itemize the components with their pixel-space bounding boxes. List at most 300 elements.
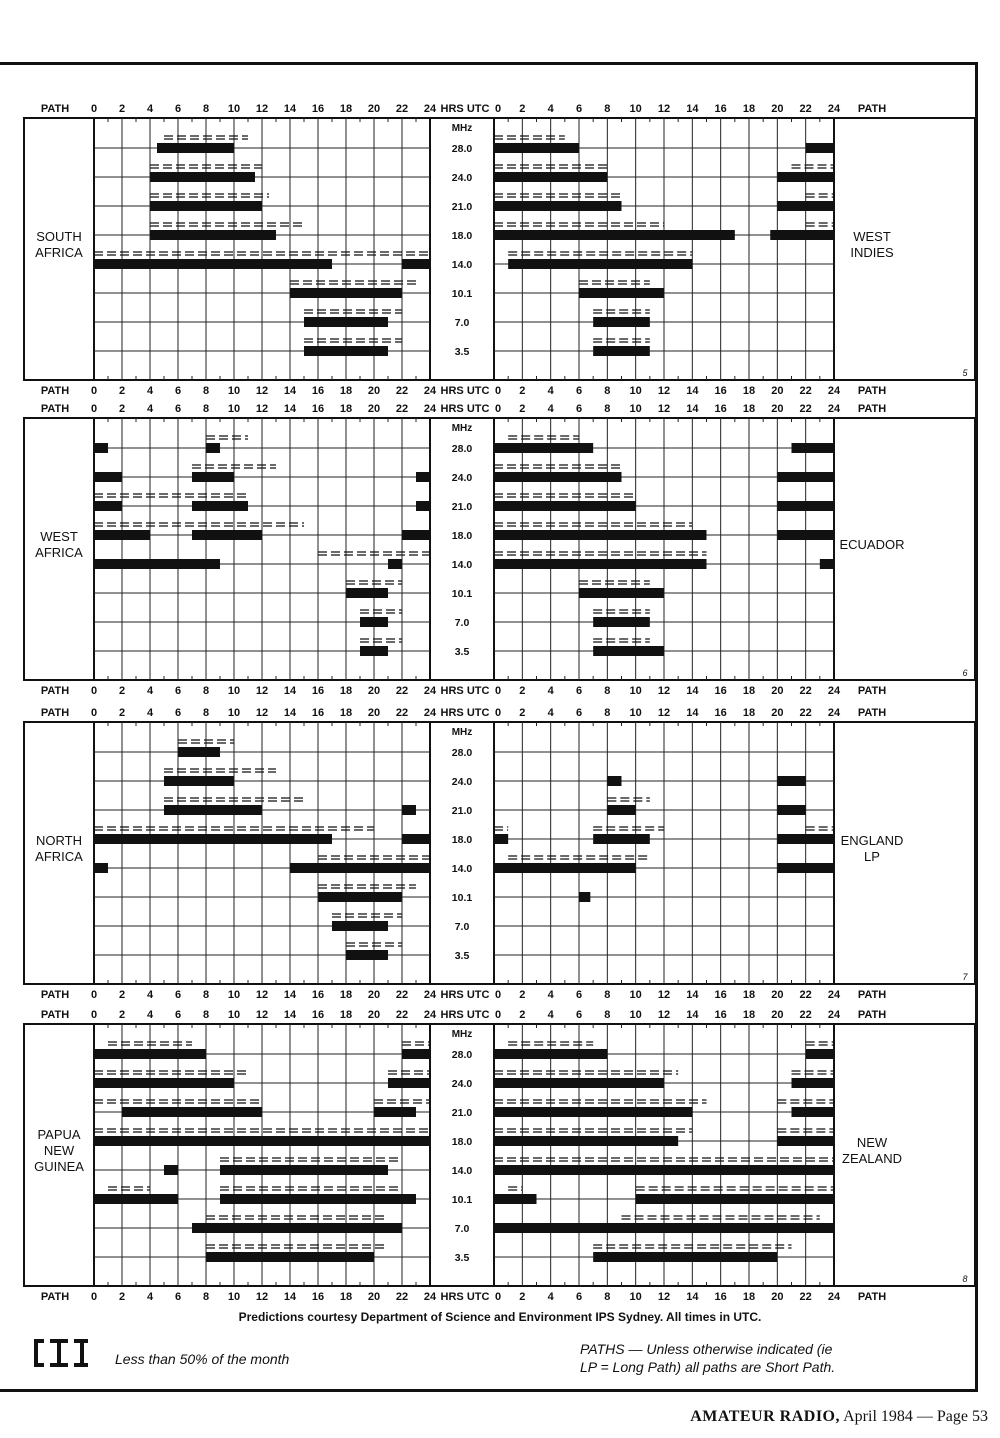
hour-label: 6 bbox=[174, 403, 182, 415]
hour-label: 24 bbox=[423, 1291, 437, 1303]
solid-bar bbox=[290, 863, 430, 873]
footer-date-page: April 1984 — Page 53 bbox=[843, 1408, 988, 1425]
solid-bar bbox=[494, 230, 735, 240]
hour-label: 10 bbox=[227, 685, 241, 697]
frequency-label: 21.0 bbox=[451, 201, 473, 213]
hour-label: 4 bbox=[146, 385, 154, 397]
hour-label: 4 bbox=[146, 1009, 154, 1021]
solid-bar bbox=[777, 863, 834, 873]
solid-bar bbox=[402, 1049, 430, 1059]
solid-bar bbox=[494, 834, 508, 844]
solid-bar bbox=[494, 201, 622, 211]
frequency-label: 24.0 bbox=[451, 776, 473, 788]
hour-label: 2 bbox=[118, 385, 126, 397]
hour-label: 4 bbox=[547, 1291, 554, 1303]
solid-bar bbox=[593, 834, 650, 844]
hour-label: 2 bbox=[519, 103, 526, 115]
hour-label: 12 bbox=[255, 1009, 269, 1021]
frequency-label: 10.1 bbox=[451, 892, 473, 904]
location-label-left: GUINEA bbox=[34, 1159, 84, 1174]
solid-bar bbox=[94, 1194, 178, 1204]
hour-label: 0 bbox=[494, 989, 502, 1001]
location-label-left: NEW bbox=[43, 1143, 75, 1158]
hour-label: 6 bbox=[174, 103, 182, 115]
hour-label: 12 bbox=[657, 1009, 671, 1021]
solid-bar bbox=[792, 443, 835, 453]
hour-label: 24 bbox=[423, 707, 437, 719]
solid-bar bbox=[94, 1078, 234, 1088]
location-label-right: ECUADOR bbox=[839, 537, 905, 552]
hour-label: 18 bbox=[339, 707, 353, 719]
hour-label: 8 bbox=[202, 385, 210, 397]
mhz-label: MHz bbox=[451, 123, 473, 134]
hour-label: 20 bbox=[367, 1009, 381, 1021]
hour-label: 16 bbox=[714, 685, 727, 697]
solid-bar bbox=[494, 472, 622, 482]
frequency-label: 7.0 bbox=[454, 1223, 470, 1235]
hour-label: 8 bbox=[202, 707, 210, 719]
solid-bar bbox=[579, 288, 664, 298]
solid-bar bbox=[494, 1107, 692, 1117]
location-label-right: INDIES bbox=[850, 245, 894, 260]
solid-bar bbox=[636, 1194, 834, 1204]
frequency-label: 7.0 bbox=[454, 921, 470, 933]
hour-label: 22 bbox=[395, 1291, 409, 1303]
solid-bar bbox=[792, 1078, 835, 1088]
hour-label: 24 bbox=[827, 1291, 841, 1303]
frequency-label: 21.0 bbox=[451, 1107, 473, 1119]
solid-bar bbox=[94, 501, 122, 511]
solid-bar bbox=[494, 1136, 678, 1146]
hour-label: 12 bbox=[255, 103, 269, 115]
path-label: PATH bbox=[857, 989, 887, 1001]
panel-number: 6 bbox=[962, 668, 968, 678]
path-label: PATH bbox=[857, 1009, 887, 1021]
panel-frame bbox=[24, 418, 975, 680]
frequency-label: 14.0 bbox=[451, 863, 473, 875]
hour-label: 20 bbox=[771, 685, 784, 697]
hour-label: 8 bbox=[604, 989, 611, 1001]
mhz-label: MHz bbox=[451, 727, 473, 738]
hour-label: 10 bbox=[629, 1291, 642, 1303]
hour-label: 0 bbox=[90, 685, 98, 697]
hour-label: 0 bbox=[494, 103, 502, 115]
hour-label: 18 bbox=[742, 1291, 756, 1303]
hour-label: 4 bbox=[547, 989, 554, 1001]
solid-bar bbox=[94, 559, 220, 569]
hour-label: 18 bbox=[339, 685, 353, 697]
solid-bar bbox=[494, 863, 636, 873]
solid-bar bbox=[777, 1136, 834, 1146]
hour-label: 16 bbox=[311, 989, 325, 1001]
frequency-label: 28.0 bbox=[451, 443, 473, 455]
hour-label: 12 bbox=[255, 1291, 269, 1303]
solid-bar bbox=[806, 1049, 834, 1059]
location-label-left: WEST bbox=[40, 529, 78, 544]
hour-label: 2 bbox=[118, 707, 126, 719]
solid-bar bbox=[150, 230, 276, 240]
solid-bar bbox=[157, 143, 234, 153]
frequency-label: 24.0 bbox=[451, 172, 473, 184]
hour-label: 14 bbox=[283, 989, 297, 1001]
frequency-label: 24.0 bbox=[451, 1078, 473, 1090]
solid-bar bbox=[593, 317, 650, 327]
frequency-label: 28.0 bbox=[451, 747, 473, 759]
hour-label: 20 bbox=[771, 1009, 784, 1021]
hour-label: 10 bbox=[629, 685, 642, 697]
hour-label: 6 bbox=[575, 385, 583, 397]
hour-label: 2 bbox=[519, 685, 526, 697]
hour-label: 0 bbox=[90, 707, 98, 719]
hour-label: 4 bbox=[146, 403, 154, 415]
hour-label: 10 bbox=[629, 989, 642, 1001]
hour-label: 14 bbox=[686, 1009, 699, 1021]
location-label-right: LP bbox=[864, 849, 880, 864]
dashed-bar-legend-icon bbox=[32, 1337, 90, 1371]
hour-label: 0 bbox=[90, 385, 98, 397]
hour-label: 12 bbox=[657, 989, 671, 1001]
solid-bar bbox=[402, 805, 416, 815]
path-label: PATH bbox=[40, 1009, 70, 1021]
path-label: PATH bbox=[857, 403, 887, 415]
credits-line: Predictions courtesy Department of Science and Environment IPS Sydney. All times in UTC. bbox=[238, 1310, 762, 1324]
hour-label: 10 bbox=[629, 1009, 642, 1021]
hour-label: 22 bbox=[799, 1291, 812, 1303]
solid-bar bbox=[206, 1252, 374, 1262]
hour-label: 18 bbox=[742, 103, 756, 115]
solid-bar bbox=[304, 346, 388, 356]
solid-bar bbox=[402, 259, 430, 269]
hour-label: 18 bbox=[742, 707, 756, 719]
frequency-label: 14.0 bbox=[451, 559, 473, 571]
solid-bar bbox=[494, 1223, 834, 1233]
solid-bar bbox=[360, 646, 388, 656]
solid-bar bbox=[318, 892, 402, 902]
hour-label: 12 bbox=[657, 707, 671, 719]
hour-label: 8 bbox=[202, 989, 210, 1001]
solid-bar bbox=[94, 1136, 430, 1146]
hour-label: 14 bbox=[686, 403, 699, 415]
hour-label: 4 bbox=[146, 103, 154, 115]
page-footer bbox=[690, 1408, 988, 1426]
hour-label: 6 bbox=[575, 103, 583, 115]
solid-bar bbox=[122, 1107, 262, 1117]
path-label: PATH bbox=[40, 685, 70, 697]
hour-label: 4 bbox=[547, 1009, 554, 1021]
hour-label: 22 bbox=[799, 685, 812, 697]
hour-label: 24 bbox=[423, 103, 437, 115]
solid-bar bbox=[192, 1223, 402, 1233]
hour-label: 2 bbox=[519, 1009, 526, 1021]
frequency-label: 3.5 bbox=[454, 646, 470, 658]
hour-label: 8 bbox=[202, 685, 210, 697]
hour-label: 6 bbox=[575, 1291, 583, 1303]
hour-label: 4 bbox=[547, 403, 554, 415]
hour-label: 12 bbox=[255, 403, 269, 415]
path-label: PATH bbox=[40, 403, 70, 415]
solid-bar bbox=[388, 1078, 430, 1088]
hour-label: 24 bbox=[827, 103, 841, 115]
hour-label: 4 bbox=[547, 707, 554, 719]
hour-label: 20 bbox=[771, 385, 784, 397]
hour-label: 14 bbox=[283, 385, 297, 397]
hour-label: 12 bbox=[657, 403, 671, 415]
hour-label: 16 bbox=[714, 385, 727, 397]
hour-label: 0 bbox=[494, 403, 502, 415]
path-label: PATH bbox=[857, 385, 887, 397]
panel-frame bbox=[24, 118, 975, 380]
hour-label: 16 bbox=[311, 1291, 325, 1303]
solid-bar bbox=[206, 443, 220, 453]
hour-label: 6 bbox=[575, 989, 583, 1001]
hrs-utc-label: HRS UTC bbox=[440, 403, 490, 415]
hrs-utc-label: HRS UTC bbox=[440, 103, 490, 115]
solid-bar bbox=[494, 172, 607, 182]
hour-label: 6 bbox=[174, 385, 182, 397]
solid-bar bbox=[402, 834, 430, 844]
frequency-label: 28.0 bbox=[451, 1049, 473, 1061]
hour-label: 0 bbox=[494, 685, 502, 697]
hour-label: 22 bbox=[799, 403, 812, 415]
hour-label: 16 bbox=[311, 103, 325, 115]
hrs-utc-label: HRS UTC bbox=[440, 707, 490, 719]
hrs-utc-label: HRS UTC bbox=[440, 1009, 490, 1021]
solid-bar bbox=[494, 559, 707, 569]
solid-bar bbox=[346, 950, 388, 960]
hour-label: 10 bbox=[227, 403, 241, 415]
path-label: PATH bbox=[40, 989, 70, 1001]
solid-bar bbox=[508, 259, 692, 269]
hour-label: 8 bbox=[202, 103, 210, 115]
hour-label: 16 bbox=[714, 1009, 727, 1021]
hour-label: 2 bbox=[519, 707, 526, 719]
hour-label: 22 bbox=[799, 385, 812, 397]
hour-label: 24 bbox=[423, 403, 437, 415]
solid-bar bbox=[164, 776, 234, 786]
hour-label: 2 bbox=[118, 403, 126, 415]
hour-label: 20 bbox=[367, 103, 381, 115]
solid-bar bbox=[164, 805, 262, 815]
solid-bar bbox=[579, 588, 664, 598]
hour-label: 6 bbox=[174, 989, 182, 1001]
panel-frame bbox=[24, 1024, 975, 1286]
solid-bar bbox=[304, 317, 388, 327]
frequency-label: 3.5 bbox=[454, 346, 470, 358]
path-label: PATH bbox=[40, 707, 70, 719]
hour-label: 22 bbox=[799, 707, 812, 719]
hour-label: 16 bbox=[311, 1009, 325, 1021]
hour-label: 2 bbox=[118, 685, 126, 697]
solid-bar bbox=[192, 472, 234, 482]
solid-bar bbox=[290, 288, 402, 298]
hour-label: 12 bbox=[657, 103, 671, 115]
hour-label: 14 bbox=[283, 1291, 297, 1303]
hour-label: 12 bbox=[255, 707, 269, 719]
hour-label: 6 bbox=[174, 1291, 182, 1303]
hrs-utc-label: HRS UTC bbox=[440, 989, 490, 1001]
hour-label: 10 bbox=[227, 1291, 241, 1303]
hour-label: 14 bbox=[283, 685, 297, 697]
panel-number: 5 bbox=[962, 368, 968, 378]
hour-label: 10 bbox=[629, 385, 642, 397]
solid-bar bbox=[332, 921, 388, 931]
hour-label: 12 bbox=[255, 385, 269, 397]
frequency-label: 18.0 bbox=[451, 834, 473, 846]
hour-label: 20 bbox=[367, 385, 381, 397]
location-label-right: WEST bbox=[853, 229, 891, 244]
hour-label: 22 bbox=[395, 685, 409, 697]
hrs-utc-label: HRS UTC bbox=[440, 385, 490, 397]
hour-label: 14 bbox=[686, 707, 699, 719]
hour-label: 0 bbox=[90, 1291, 98, 1303]
hour-label: 4 bbox=[547, 685, 554, 697]
solid-bar bbox=[494, 530, 707, 540]
path-label: PATH bbox=[857, 103, 887, 115]
frequency-label: 10.1 bbox=[451, 288, 473, 300]
hour-label: 22 bbox=[395, 1009, 409, 1021]
location-label-left: AFRICA bbox=[35, 849, 83, 864]
hour-label: 12 bbox=[657, 1291, 671, 1303]
hour-label: 10 bbox=[227, 1009, 241, 1021]
hour-label: 16 bbox=[311, 685, 325, 697]
solid-bar bbox=[388, 559, 402, 569]
solid-bar bbox=[579, 892, 590, 902]
hour-label: 8 bbox=[604, 103, 611, 115]
solid-bar bbox=[178, 747, 220, 757]
hrs-utc-label: HRS UTC bbox=[440, 685, 490, 697]
solid-bar bbox=[94, 1049, 206, 1059]
hour-label: 22 bbox=[395, 103, 409, 115]
solid-bar bbox=[374, 1107, 416, 1117]
hour-label: 20 bbox=[771, 103, 784, 115]
solid-bar bbox=[192, 501, 248, 511]
solid-bar bbox=[416, 501, 430, 511]
solid-bar bbox=[494, 501, 636, 511]
hour-label: 4 bbox=[146, 685, 154, 697]
hour-label: 20 bbox=[367, 707, 381, 719]
hour-label: 8 bbox=[604, 385, 611, 397]
solid-bar bbox=[94, 472, 122, 482]
hour-label: 0 bbox=[90, 403, 98, 415]
location-label-right: NEW bbox=[856, 1135, 888, 1150]
hour-label: 18 bbox=[742, 989, 756, 1001]
solid-bar bbox=[777, 530, 834, 540]
hour-label: 18 bbox=[339, 1009, 353, 1021]
hour-label: 6 bbox=[174, 685, 182, 697]
legend-text: Less than 50% of the month bbox=[115, 1351, 290, 1367]
solid-bar bbox=[593, 646, 664, 656]
solid-bar bbox=[777, 834, 834, 844]
path-label: PATH bbox=[40, 385, 70, 397]
solid-bar bbox=[593, 346, 650, 356]
solid-bar bbox=[792, 1107, 835, 1117]
hour-label: 8 bbox=[604, 1009, 611, 1021]
solid-bar bbox=[150, 201, 262, 211]
mhz-label: MHz bbox=[451, 1029, 473, 1040]
hour-label: 6 bbox=[174, 1009, 182, 1021]
frequency-label: 18.0 bbox=[451, 530, 473, 542]
solid-bar bbox=[494, 1078, 664, 1088]
frequency-label: 3.5 bbox=[454, 950, 470, 962]
hour-label: 20 bbox=[367, 989, 381, 1001]
hour-label: 22 bbox=[395, 707, 409, 719]
solid-bar bbox=[777, 501, 834, 511]
hour-label: 2 bbox=[519, 403, 526, 415]
hour-label: 18 bbox=[339, 385, 353, 397]
hour-label: 24 bbox=[827, 989, 841, 1001]
location-label-left: AFRICA bbox=[35, 245, 83, 260]
hour-label: 10 bbox=[629, 403, 642, 415]
hour-label: 14 bbox=[283, 103, 297, 115]
frequency-label: 7.0 bbox=[454, 317, 470, 329]
location-label-left: PAPUA bbox=[37, 1127, 81, 1142]
paths-note bbox=[580, 1340, 835, 1376]
hour-label: 24 bbox=[423, 1009, 437, 1021]
hour-label: 6 bbox=[575, 707, 583, 719]
solid-bar bbox=[94, 530, 150, 540]
path-label: PATH bbox=[40, 1291, 70, 1303]
hour-label: 2 bbox=[118, 1291, 126, 1303]
location-label-left: SOUTH bbox=[36, 229, 82, 244]
hrs-utc-label: HRS UTC bbox=[440, 1291, 490, 1303]
hour-label: 24 bbox=[827, 385, 841, 397]
solid-bar bbox=[607, 776, 621, 786]
hour-label: 10 bbox=[227, 989, 241, 1001]
frequency-label: 3.5 bbox=[454, 1252, 470, 1264]
solid-bar bbox=[94, 834, 332, 844]
hour-label: 10 bbox=[227, 707, 241, 719]
solid-bar bbox=[360, 617, 388, 627]
hour-label: 18 bbox=[742, 385, 756, 397]
location-label-right: ZEALAND bbox=[842, 1151, 902, 1166]
solid-bar bbox=[192, 530, 262, 540]
hour-label: 18 bbox=[742, 1009, 756, 1021]
hour-label: 4 bbox=[146, 1291, 154, 1303]
solid-bar bbox=[402, 530, 430, 540]
solid-bar bbox=[820, 559, 834, 569]
solid-bar bbox=[494, 1194, 537, 1204]
hour-label: 4 bbox=[146, 989, 154, 1001]
hour-label: 18 bbox=[339, 403, 353, 415]
hour-label: 6 bbox=[575, 685, 583, 697]
path-label: PATH bbox=[40, 103, 70, 115]
hour-label: 8 bbox=[604, 685, 611, 697]
solid-bar bbox=[777, 172, 834, 182]
solid-bar bbox=[220, 1165, 388, 1175]
hour-label: 18 bbox=[339, 989, 353, 1001]
location-label-left: AFRICA bbox=[35, 545, 83, 560]
solid-bar bbox=[806, 143, 834, 153]
hour-label: 14 bbox=[686, 1291, 699, 1303]
solid-bar bbox=[777, 805, 805, 815]
hour-label: 22 bbox=[799, 1009, 812, 1021]
frequency-label: 28.0 bbox=[451, 143, 473, 155]
hour-label: 6 bbox=[575, 403, 583, 415]
mhz-label: MHz bbox=[451, 423, 473, 434]
path-label: PATH bbox=[857, 685, 887, 697]
frequency-label: 10.1 bbox=[451, 1194, 473, 1206]
solid-bar bbox=[494, 1165, 834, 1175]
hour-label: 24 bbox=[423, 385, 437, 397]
hour-label: 0 bbox=[494, 1009, 502, 1021]
solid-bar bbox=[220, 1194, 416, 1204]
hour-label: 16 bbox=[311, 403, 325, 415]
hour-label: 16 bbox=[714, 1291, 727, 1303]
solid-bar bbox=[770, 230, 834, 240]
solid-bar bbox=[346, 588, 388, 598]
hour-label: 0 bbox=[90, 989, 98, 1001]
hour-label: 16 bbox=[714, 403, 727, 415]
